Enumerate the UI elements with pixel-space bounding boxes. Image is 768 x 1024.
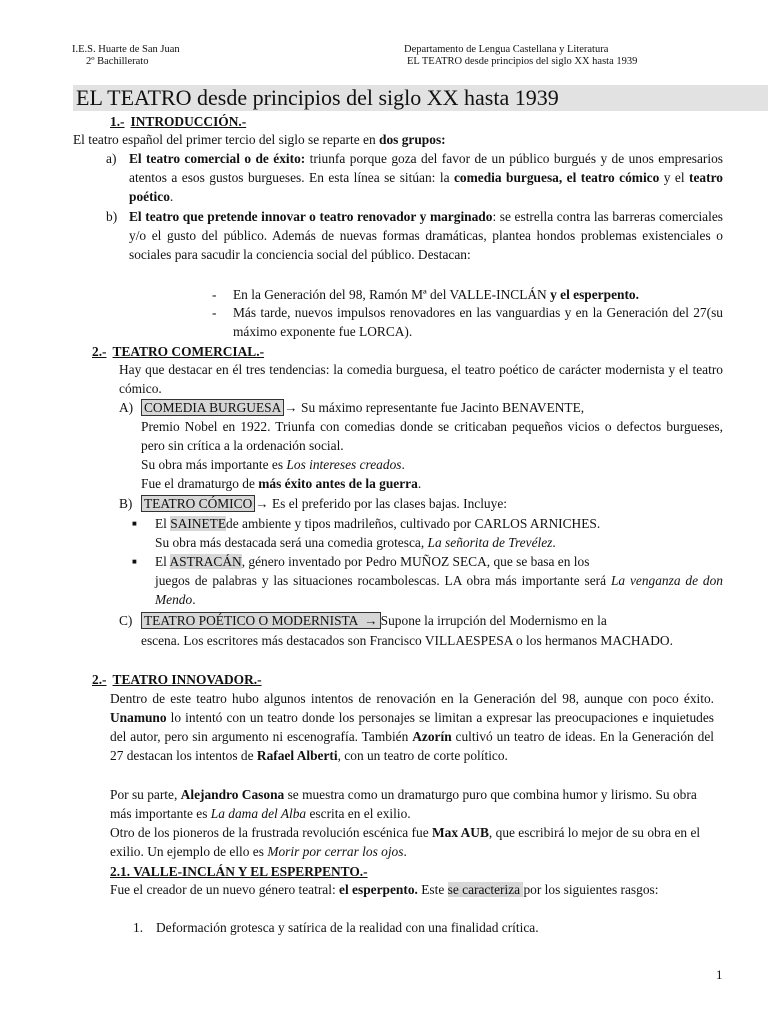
comedia-burguesa-exito: [141, 474, 421, 493]
bold-text: Rafael Alberti: [256, 748, 338, 763]
sainete-line: [155, 514, 600, 533]
text: , género inventado por Pedro MUÑOZ SECA, que se basa en los: [241, 554, 590, 569]
dash-item-vanguardias: Más tarde, nuevos impulsos renovadores en las vanguardias y en la Generación del 27(su máximo exponente fue LORCA).: [233, 305, 723, 339]
bold-text: Azorín: [412, 729, 452, 744]
bold-text: teatro cómico: [580, 170, 660, 185]
work-title: La dama del Alba: [210, 806, 307, 821]
label-astracan: ASTRACÁN: [169, 554, 242, 569]
work-title: Morir por cerrar los ojos: [267, 844, 404, 859]
teatro-poetico-line: [141, 611, 607, 630]
arrow-right-icon: →: [364, 613, 378, 628]
text: Fue el creador de un nuevo género teatral:: [110, 882, 340, 897]
astracan-desc: [155, 571, 723, 609]
text: Supone la irrupción del Modernismo en la: [380, 613, 607, 628]
astracan-line: [155, 552, 589, 571]
section-heading-introduccion: [110, 112, 246, 131]
list-marker-C: C): [119, 613, 133, 628]
text: , que escribirá lo mejor de su obra en el exilio. Un ejemplo de ello es: [110, 825, 701, 859]
text: En la Generación del 98, Ramón Mª del VALLE-INCLÁN: [233, 287, 551, 302]
numbered-item-1: Deformación grotesca y satírica de la realidad con una finalidad crítica.: [156, 920, 539, 935]
teatro-comico-line: [141, 494, 507, 513]
label-teatro-poetico: [141, 612, 381, 629]
text: .: [401, 457, 405, 472]
text: escrita en el exilio.: [306, 806, 411, 821]
section-title: INTRODUCCIÓN.-: [130, 114, 247, 129]
text: .: [169, 189, 174, 204]
course-level: 2º Bachillerato: [86, 56, 149, 67]
comedia-burguesa-desc: Premio Nobel en 1922. Triunfa con comedias donde se criticaban pequeños vicios o defectos burgueses, pero sin crítica a la ordenación social.: [141, 419, 723, 453]
text: de ambiente y tipos madrileños, cultivado por CARLOS ARNICHES.: [226, 516, 601, 531]
bold-text: y el esperpento.: [550, 287, 639, 302]
school-name: I.E.S. Huarte de San Juan: [72, 44, 180, 55]
text: .: [403, 844, 407, 859]
text: juegos de palabras y las situaciones rocambolescas. LA obra más importante será: [155, 573, 611, 588]
text: lo intentó con un teatro donde los personajes se limitan a expresar las preocupaciones e inquietudes del autor, pero sin argumento ni escenografía. También: [110, 710, 714, 744]
text: y el: [659, 170, 690, 185]
text: Es el preferido por las clases bajas. Incluye:: [268, 496, 507, 511]
innovador-paragraph-1: [110, 689, 714, 765]
bold-text: dos grupos:: [379, 132, 446, 147]
dash-marker: -: [212, 305, 217, 320]
bold-text: teatro poético: [129, 170, 723, 204]
esperpento-paragraph: [110, 880, 686, 899]
bold-text: comedia burguesa: [453, 170, 559, 185]
bold-text: Max AUB: [432, 825, 489, 840]
comercial-intro: Hay que destacar en él tres tendencias: la comedia burguesa, el teatro poético de carácter modernista y el teatro cómico.: [119, 362, 723, 396]
list-marker-b: b): [106, 209, 118, 224]
text: .: [552, 535, 556, 550]
section-heading-teatro-comercial: [92, 342, 264, 361]
dash-item-valle-inclan: [233, 285, 723, 304]
arrow-right-icon: →: [284, 400, 298, 415]
section-number: 1.-: [110, 114, 125, 129]
numbered-marker: 1.: [133, 920, 144, 935]
section-number: 2.-: [92, 672, 107, 687]
section-number: 2.-: [92, 344, 107, 359]
work-title: La señorita de Trevélez: [427, 535, 553, 550]
dash-marker: -: [212, 287, 217, 302]
intro-paragraph: [73, 130, 713, 149]
comedia-burguesa-line: [141, 398, 584, 417]
work-title: Los intereses creados: [286, 457, 402, 472]
text: Su obra más importante es: [141, 457, 287, 472]
sainete-obra: [155, 533, 556, 552]
text: El: [155, 554, 170, 569]
text: .: [417, 476, 422, 491]
text: Otro de los pioneros de la frustrada revolución escénica fue: [110, 825, 432, 840]
text: Dentro de este teatro hubo algunos intentos de renovación en la Generación del 98, aunque con poco éxito.: [110, 691, 714, 706]
bold-text: más éxito antes de la guerra: [258, 476, 418, 491]
bold-text: Unamuno: [110, 710, 167, 725]
innovador-paragraph-3: [110, 823, 714, 861]
text: Fue el dramaturgo de: [141, 476, 259, 491]
text: por los siguientes rasgos:: [523, 882, 659, 897]
list-marker-a: a): [106, 151, 117, 166]
item-teatro-renovador: [129, 207, 723, 264]
department-name: Departamento de Lengua Castellana y Literatura: [404, 44, 609, 55]
comedia-burguesa-obra: [141, 455, 405, 474]
label-comedia-burguesa: COMEDIA BURGUESA: [141, 399, 284, 416]
section-title: TEATRO INNOVADOR.-: [112, 672, 262, 687]
teatro-poetico-desc: escena. Los escritores más destacados son Francisco VILLAESPESA o los hermanos MACHADO.: [141, 633, 673, 648]
header-doc-title: EL TEATRO desde principios del siglo XX hasta 1939: [407, 56, 638, 67]
square-bullet-icon: ■: [132, 519, 137, 528]
text: El teatro español del primer tercio del siglo se reparte en: [73, 132, 380, 147]
text: Por su parte,: [110, 787, 181, 802]
square-bullet-icon: ■: [132, 557, 137, 566]
text: triunfa porque goza del favor de un público burgués y de unos empresarios atentos a esos gustos burgueses. En esta línea se sitúan: la: [129, 151, 723, 185]
section-heading-teatro-innovador: [92, 670, 262, 689]
section-heading-valle-inclan: 2.1. VALLE-INCLÁN Y EL ESPERPENTO.-: [110, 864, 368, 879]
arrow-right-icon: →: [255, 496, 269, 511]
innovador-paragraph-2: [110, 785, 714, 823]
text: , con un teatro de corte político.: [337, 748, 508, 763]
label-text: TEATRO POÉTICO O MODERNISTA: [144, 613, 358, 628]
text: Su máximo representante fue Jacinto BENAVENTE,: [297, 400, 585, 415]
section-title: TEATRO COMERCIAL.-: [112, 344, 265, 359]
label-teatro-comico: TEATRO CÓMICO: [141, 495, 255, 512]
highlighted-text: se caracteriza: [447, 882, 524, 897]
bold-text: el esperpento.: [339, 882, 418, 897]
text: se muestra como un dramaturgo puro que combina humor y lirismo. Su obra más importante es: [110, 787, 697, 821]
item-teatro-comercial: [129, 149, 723, 206]
bold-text: El teatro comercial o de éxito:: [129, 151, 306, 166]
list-marker-B: B): [119, 496, 133, 511]
bold-text: El teatro que pretende innovar o teatro renovador y marginado: [129, 209, 493, 224]
list-marker-A: A): [119, 400, 134, 415]
text: : se estrella contra las barreras comerciales y/o el gusto del público. Además de nuevas formas dramáticas, plantea hondos problemas existenciales o sociales para sacudir la conciencia social del público. Destacan:: [129, 209, 724, 262]
label-sainete: SAINETE: [170, 516, 227, 531]
text: .: [192, 592, 196, 607]
text: Su obra más destacada será una comedia grotesca,: [155, 535, 428, 550]
text: Este: [417, 882, 448, 897]
work-title: La venganza de don Mendo: [155, 573, 723, 607]
page-number: 1: [716, 967, 723, 982]
text: , el: [558, 170, 581, 185]
text: cultivó un teatro de ideas. En la Generación del 27 destacan los intentos de: [110, 729, 714, 763]
page-title: EL TEATRO desde principios del siglo XX hasta 1939: [76, 85, 559, 110]
text: El: [155, 516, 171, 531]
bold-text: Alejandro Casona: [180, 787, 285, 802]
